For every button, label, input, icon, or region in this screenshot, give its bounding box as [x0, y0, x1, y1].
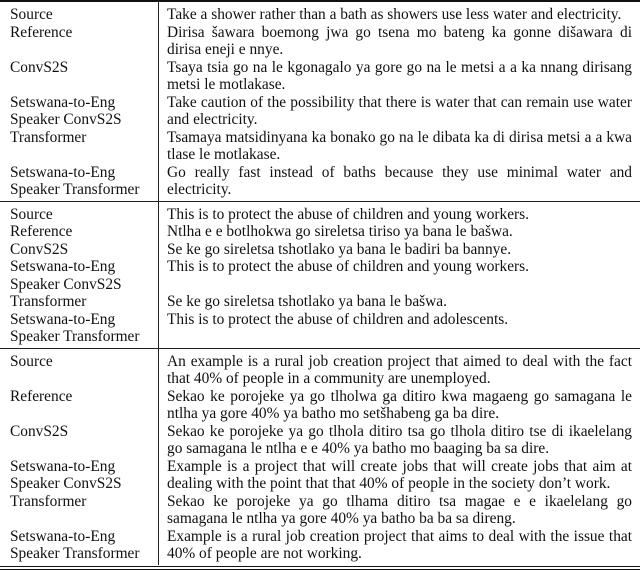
- system-label: Setswana-to-Eng: [10, 458, 158, 476]
- translation-text: Go really fast instead of baths because they use minimal water and electricity.: [159, 164, 640, 202]
- system-label: Speaker Transformer: [10, 328, 158, 346]
- system-label-cell: [0, 59, 159, 94]
- translation-text: This is to protect the abuse of children and adolescents.: [159, 311, 640, 349]
- system-label: Transformer: [10, 293, 158, 311]
- system-label: Speaker ConvS2S: [10, 276, 158, 294]
- example-section-1: [0, 1, 640, 201]
- table-row: [0, 1, 640, 24]
- table-row: [0, 388, 640, 423]
- table-row: [0, 223, 640, 241]
- system-label: Setswana-to-Eng: [10, 164, 158, 182]
- table-row: [0, 201, 640, 223]
- table-row: [0, 423, 640, 458]
- system-label-cell: [0, 241, 159, 259]
- translation-text: Tsaya tsia go na le kgonagalo ya gore go na le metsi a a ka nnang dirisang metsi le motlakase.: [159, 59, 640, 94]
- system-label: Setswana-to-Eng: [10, 311, 158, 329]
- table-row: [0, 348, 640, 388]
- system-label: Setswana-to-Eng: [10, 528, 158, 546]
- translation-text: Dirisa šawara boemong jwa go tsena mo bateng ka gonne dišawara di dirisa eneji e nnye.: [159, 24, 640, 59]
- system-label-cell: [0, 423, 159, 458]
- table-row: [0, 493, 640, 528]
- system-label: ConvS2S: [10, 241, 158, 259]
- translation-text: Example is a project that will create jobs that will create jobs that aim at dealing with the point that that 40% of people in the society don’t work.: [159, 458, 640, 493]
- system-label: ConvS2S: [10, 423, 158, 441]
- system-label: Speaker ConvS2S: [10, 111, 158, 129]
- system-label: Speaker ConvS2S: [10, 475, 158, 493]
- example-section-2: [0, 201, 640, 348]
- system-label: Transformer: [10, 129, 158, 147]
- system-label: Reference: [10, 24, 158, 42]
- system-label: Reference: [10, 223, 158, 241]
- system-label: Reference: [10, 388, 158, 406]
- system-label-cell: [0, 348, 159, 388]
- system-label: Source: [10, 6, 158, 24]
- table-row: [0, 293, 640, 311]
- translation-text: Tsamaya matsidinyana ka bonako go na le dibata ka di dirisa metsi a a kwa tlase le motlakase.: [159, 129, 640, 164]
- system-label-cell: [0, 493, 159, 528]
- system-label-cell: [0, 458, 159, 493]
- translation-text: Sekao ke porojeke ya go tlhama ditiro tsa magae e e ikaelelang go samagana le ntlha ya gore 40% ya batho ba ba sa direng.: [159, 493, 640, 528]
- table-row: [0, 94, 640, 129]
- system-label-cell: [0, 164, 159, 202]
- system-label-cell: [0, 24, 159, 59]
- table-row: [0, 241, 640, 259]
- system-label-cell: [0, 1, 159, 24]
- table-row: [0, 164, 640, 202]
- translation-text: Se ke go sireletsa tshotlako ya bana le bašwa.: [159, 293, 640, 311]
- translation-text: Take a shower rather than a bath as showers use less water and electricity.: [159, 1, 640, 24]
- system-label-cell: [0, 223, 159, 241]
- system-label-cell: [0, 94, 159, 129]
- system-label: Source: [10, 353, 158, 371]
- system-label: Setswana-to-Eng: [10, 94, 158, 112]
- translation-text: This is to protect the abuse of children and young workers.: [159, 258, 640, 293]
- system-label: Speaker Transformer: [10, 181, 158, 199]
- system-label: Source: [10, 206, 158, 224]
- system-label: ConvS2S: [10, 59, 158, 77]
- translation-text: Se ke go sireletsa tshotlako ya bana le badiri ba bannye.: [159, 241, 640, 259]
- bottom-rule: [0, 566, 640, 567]
- system-label-cell: [0, 129, 159, 164]
- system-label-cell: [0, 201, 159, 223]
- system-label-cell: [0, 258, 159, 293]
- example-section-3: [0, 348, 640, 565]
- table-row: [0, 258, 640, 293]
- system-label-cell: [0, 528, 159, 565]
- system-label-cell: [0, 311, 159, 349]
- translation-text: Take caution of the possibility that there is water that can remain use water and electricity.: [159, 94, 640, 129]
- translation-text: Ntlha e e botlhokwa go sireletsa tiriso ya bana le bašwa.: [159, 223, 640, 241]
- table-row: [0, 528, 640, 565]
- table-row: [0, 458, 640, 493]
- system-label: Setswana-to-Eng: [10, 258, 158, 276]
- translation-text: Sekao ke porojeke ya go tlholwa ga ditiro kwa magaeng go samagana le ntlha ya gore 40% ya batho mo setšhabeng ga ba dire.: [159, 388, 640, 423]
- system-label-cell: [0, 293, 159, 311]
- system-label: Transformer: [10, 493, 158, 511]
- translation-text: An example is a rural job creation project that aimed to deal with the fact that 40% of people in a community are unemployed.: [159, 348, 640, 388]
- system-label: Speaker Transformer: [10, 545, 158, 563]
- translation-text: Sekao ke porojeke ya go tlhola ditiro tsa go tlhola ditiro tse di ikaelelang go samagana le ntlha e e 40% ya batho mo baaging ba sa dire.: [159, 423, 640, 458]
- system-label-cell: [0, 388, 159, 423]
- table-row: [0, 129, 640, 164]
- table-row: [0, 24, 640, 59]
- translation-text: Example is a rural job creation project that aims to deal with the issue that 40% of people are not working.: [159, 528, 640, 565]
- translation-text: This is to protect the abuse of children and young workers.: [159, 201, 640, 223]
- table-row: [0, 59, 640, 94]
- table-row: [0, 311, 640, 349]
